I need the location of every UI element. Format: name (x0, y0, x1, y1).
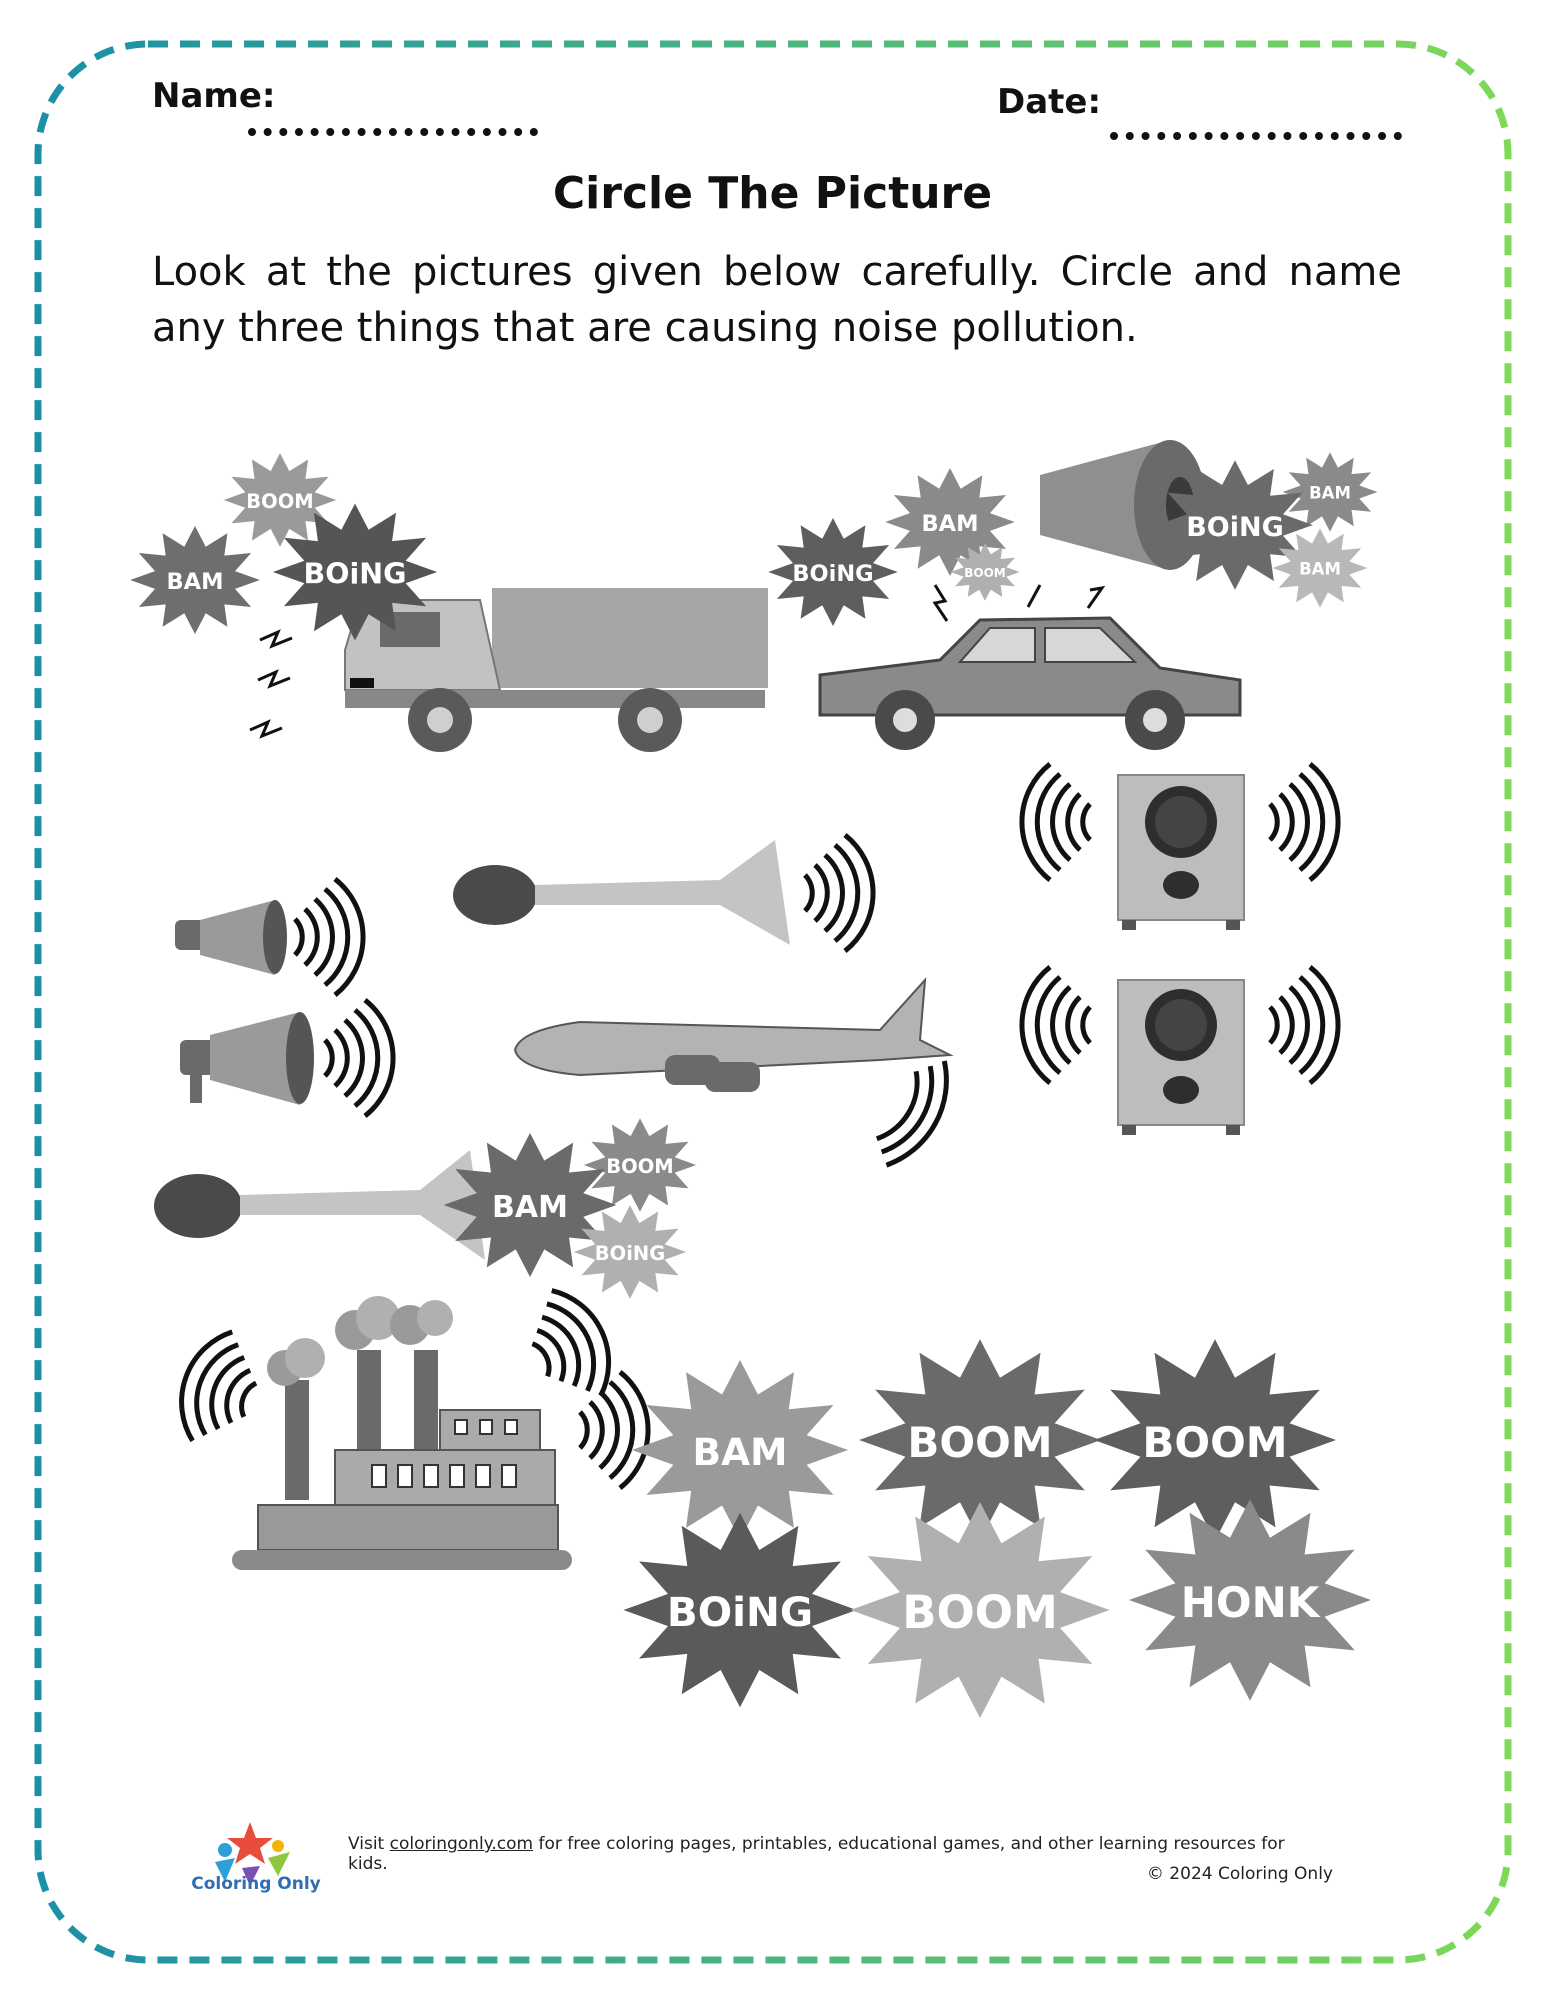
copyright-text: © 2024 Coloring Only (1146, 1864, 1333, 1884)
sound-burst (1129, 1499, 1371, 1701)
logo-label: Coloring Only (191, 1874, 321, 1894)
sound-word-label: BAM (492, 1190, 568, 1225)
sound-burst (130, 526, 260, 634)
sound-burst (768, 518, 898, 626)
sound-burst (574, 1205, 686, 1299)
megaphone-icon[interactable] (180, 1000, 393, 1116)
car-icon[interactable] (820, 585, 1240, 750)
sound-word-label: BOOM (606, 1154, 674, 1178)
sound-word-label: HONK (1180, 1577, 1320, 1627)
worksheet-instructions: Look at the pictures given below carefully. Circle and name any three things that are causing noise pollution. (152, 249, 1402, 351)
sound-word-label: BOiNG (666, 1588, 814, 1637)
sound-word-label: BOOM (902, 1586, 1058, 1639)
loudspeaker-icon[interactable] (1022, 764, 1338, 930)
sound-word-label: BAM (921, 511, 979, 537)
sound-burst (623, 1513, 856, 1707)
factory-icon[interactable] (166, 1279, 648, 1570)
sound-word-label: BOiNG (594, 1241, 666, 1265)
footer-visit-prefix: Visit (348, 1834, 385, 1854)
sound-word-label: BOOM (1142, 1417, 1288, 1467)
date-label: Date: (997, 82, 1102, 122)
megaphone-icon[interactable] (175, 879, 363, 995)
sound-burst (850, 1502, 1109, 1718)
sound-word-label: BOOM (964, 565, 1006, 580)
site-link[interactable]: coloringonly.com (389, 1834, 534, 1854)
name-label: Name: (152, 76, 276, 116)
sound-word-label: BAM (166, 569, 224, 595)
sound-word-label: BOOM (246, 489, 314, 513)
sound-burst (584, 1118, 696, 1212)
airplane-icon[interactable] (515, 980, 971, 1165)
sound-word-label: BAM (1309, 483, 1351, 503)
sound-word-label: BOiNG (1186, 511, 1284, 543)
sound-word-label: BAM (692, 1430, 788, 1474)
worksheet-title: Circle The Picture (552, 168, 993, 219)
sound-burst (1094, 1339, 1336, 1541)
sound-word-label: BOOM (907, 1417, 1053, 1467)
loudspeaker-icon[interactable] (1022, 967, 1338, 1135)
footer-visit-suffix: for free coloring pages, printables, educational games, and other learning resources for kids. (348, 1834, 1285, 1874)
sound-word-label: BAM (1299, 559, 1341, 579)
air-horn-icon[interactable] (453, 835, 873, 951)
air-horn-icon[interactable] (154, 1150, 485, 1260)
sound-word-label: BOiNG (303, 557, 407, 591)
sound-word-label: BOiNG (792, 561, 874, 587)
